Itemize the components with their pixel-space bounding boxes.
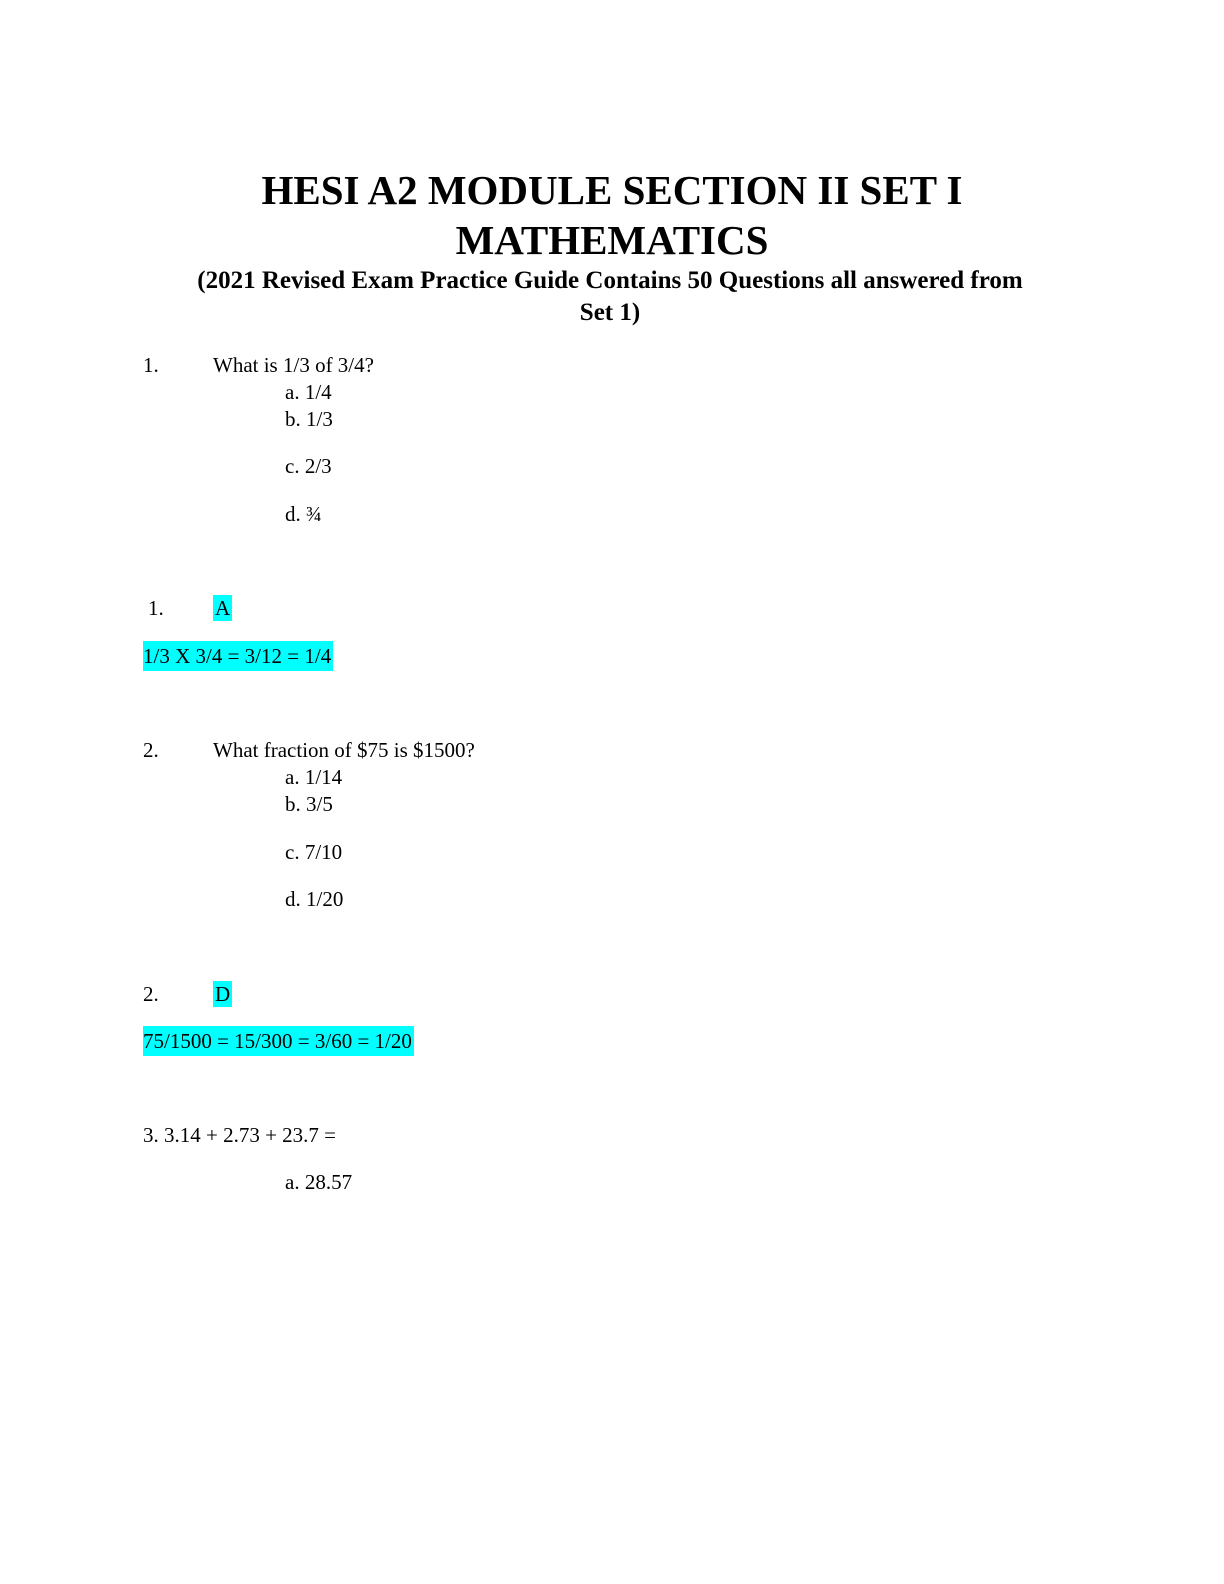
option-a: a. 28.57 [285,1170,353,1194]
answer-letter: D [215,982,231,1006]
question-text: What fraction of $75 is $1500? [213,738,475,762]
document-subtitle-line1: (2021 Revised Exam Practice Guide Contains 50 Questions all answered from [197,267,1023,294]
question-text: What is 1/3 of 3/4? [213,353,374,377]
document-subtitle-line2: Set 1) [579,299,641,326]
answer-letter: A [215,596,231,620]
answer-number: 2. [143,982,159,1006]
document-title-line1: HESI A2 MODULE SECTION II SET I [261,167,963,213]
option-b: b. 3/5 [285,792,333,816]
option-c: c. 2/3 [285,454,332,478]
option-d: d. 1/20 [285,887,344,911]
document-title-line2: MATHEMATICS [455,217,769,263]
question-number: 1. [143,353,159,377]
option-d: d. ¾ [285,502,322,526]
option-c: c. 7/10 [285,840,343,864]
question-number: 2. [143,738,159,762]
answer-explanation: 1/3 X 3/4 = 3/12 = 1/4 [143,641,333,671]
option-a: a. 1/14 [285,765,343,789]
question-text: 3. 3.14 + 2.73 + 23.7 = [143,1123,337,1147]
answer-number: 1. [148,596,164,620]
answer-explanation: 75/1500 = 15/300 = 3/60 = 1/20 [143,1026,414,1056]
option-b: b. 1/3 [285,407,333,431]
option-a: a. 1/4 [285,380,332,404]
